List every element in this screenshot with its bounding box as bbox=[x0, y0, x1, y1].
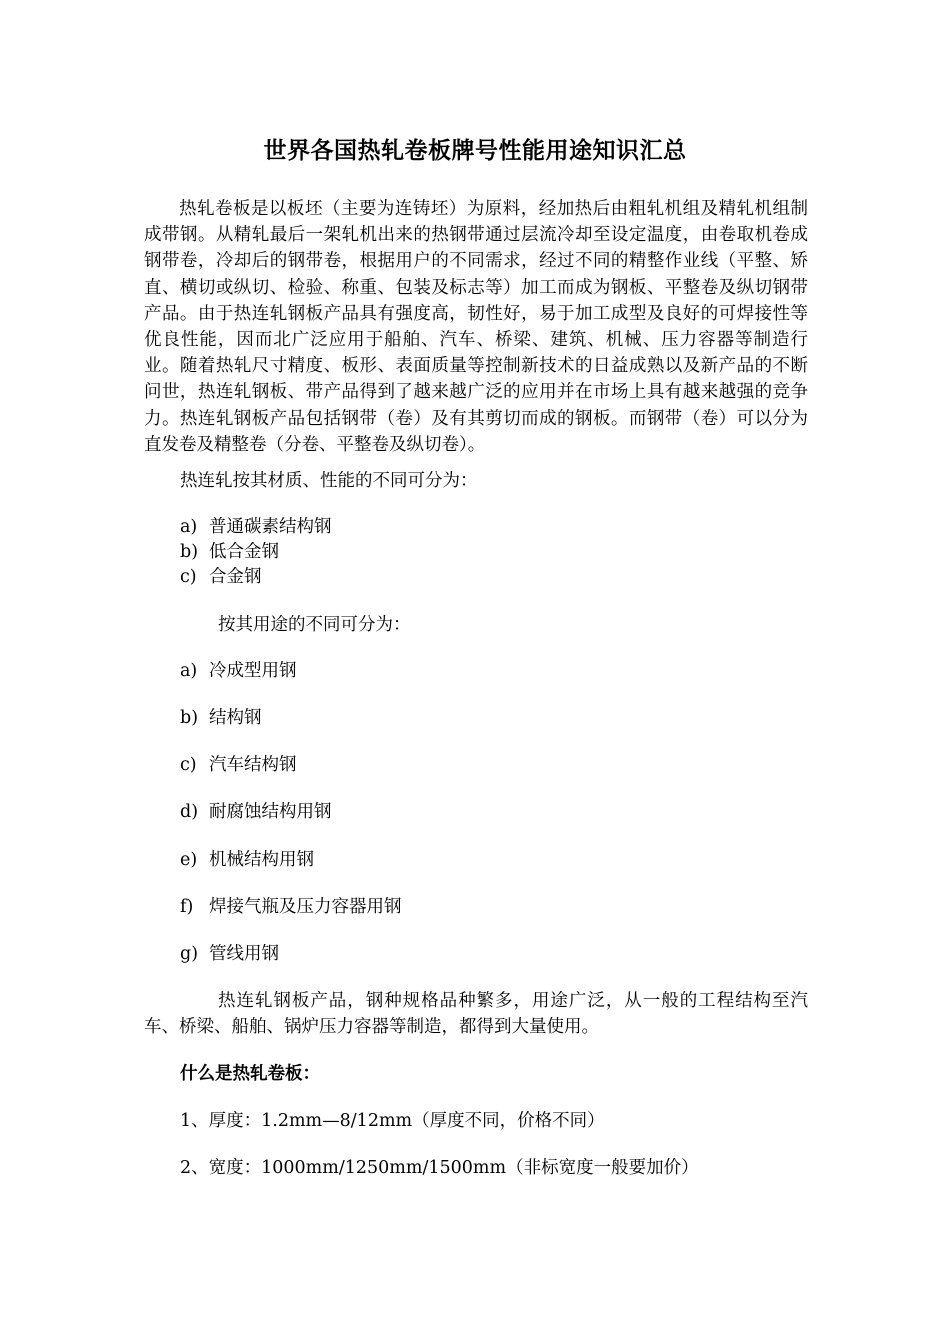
list-item-text: 机械结构用钢 bbox=[209, 850, 314, 870]
spec-line-width: 2、宽度：1000mm/1250mm/1500mm（非标宽度一般要加价） bbox=[180, 1158, 699, 1178]
list-marker: c) bbox=[180, 567, 197, 587]
list-marker: b) bbox=[180, 542, 199, 562]
list-item-text: 焊接气瓶及压力容器用钢 bbox=[209, 897, 402, 917]
document-title: 世界各国热轧卷板牌号性能用途知识汇总 bbox=[263, 137, 687, 164]
list-item-text: 普通碳素结构钢 bbox=[209, 517, 332, 537]
usage-list-item bbox=[180, 706, 262, 730]
material-list-item bbox=[180, 515, 332, 539]
list-item-text: 冷成型用钢 bbox=[209, 661, 297, 681]
material-list-item bbox=[180, 540, 279, 564]
list-marker: e) bbox=[180, 850, 198, 870]
list-item-text: 低合金钢 bbox=[209, 542, 279, 562]
material-list-item bbox=[180, 565, 262, 589]
material-heading: 热连轧按其材质、性能的不同可分为： bbox=[180, 471, 478, 491]
intro-paragraph: 热轧卷板是以板坯（主要为连铸坯）为原料，经加热后由粗轧机组及精轧机组制成带钢。从精轧最后一架轧机出来的热钢带通过层流冷却至设定温度，由卷取机卷成钢带卷，冷却后的钢带卷，根据用户的不同需求，经过不同的精整作业线（平整、矫直、横切或纵切、检验、称重、包装及标志等）加工而成为钢板、平整卷及纵切钢带产品。由于热连轧钢板产品具有强度高，韧性好，易于加工成型及良好的可焊接性等优良性能，因而北广泛应用于船舶、汽车、桥梁、建筑、机械、压力容器等制造行业。随着热轧尺寸精度、板形、表面质量等控制新技术的日益成熟以及新产品的不断问世，热连轧钢板、带产品得到了越来越广泛的应用并在市场上具有越来越强的竞争力。热连轧钢板产品包括钢带（卷）及有其剪切而成的钢板。而钢带（卷）可以分为直发卷及精整卷（分卷、平整卷及纵切卷）。 bbox=[144, 199, 808, 455]
usage-list-item bbox=[180, 753, 297, 777]
usage-list-item bbox=[180, 800, 332, 824]
list-marker: g) bbox=[180, 944, 199, 964]
usage-list-item bbox=[180, 895, 402, 919]
usage-heading: 按其用途的不同可分为： bbox=[218, 615, 411, 635]
spec-line-thickness: 1、厚度：1.2mm—8/12mm（厚度不同，价格不同） bbox=[180, 1111, 605, 1131]
list-marker: a) bbox=[180, 661, 198, 681]
list-item-text: 耐腐蚀结构用钢 bbox=[209, 802, 332, 822]
list-item-text: 管线用钢 bbox=[209, 944, 279, 964]
usage-list-item bbox=[180, 848, 314, 872]
usage-list-item bbox=[180, 659, 297, 683]
usage-list-item bbox=[180, 942, 279, 966]
list-marker: d) bbox=[180, 802, 199, 822]
what-is-heading: 什么是热轧卷板： bbox=[180, 1064, 320, 1084]
list-item-text: 合金钢 bbox=[209, 567, 262, 587]
summary-paragraph: 热连轧钢板产品，钢种规格品种繁多，用途广泛，从一般的工程结构至汽车、桥梁、船舶、锅炉压力容器等制造，都得到大量使用。 bbox=[144, 991, 808, 1038]
list-item-text: 结构钢 bbox=[209, 708, 262, 728]
list-marker: b) bbox=[180, 708, 199, 728]
list-item-text: 汽车结构钢 bbox=[209, 755, 297, 775]
list-marker: c) bbox=[180, 755, 197, 775]
list-marker: f) bbox=[180, 897, 194, 917]
list-marker: a) bbox=[180, 517, 198, 537]
